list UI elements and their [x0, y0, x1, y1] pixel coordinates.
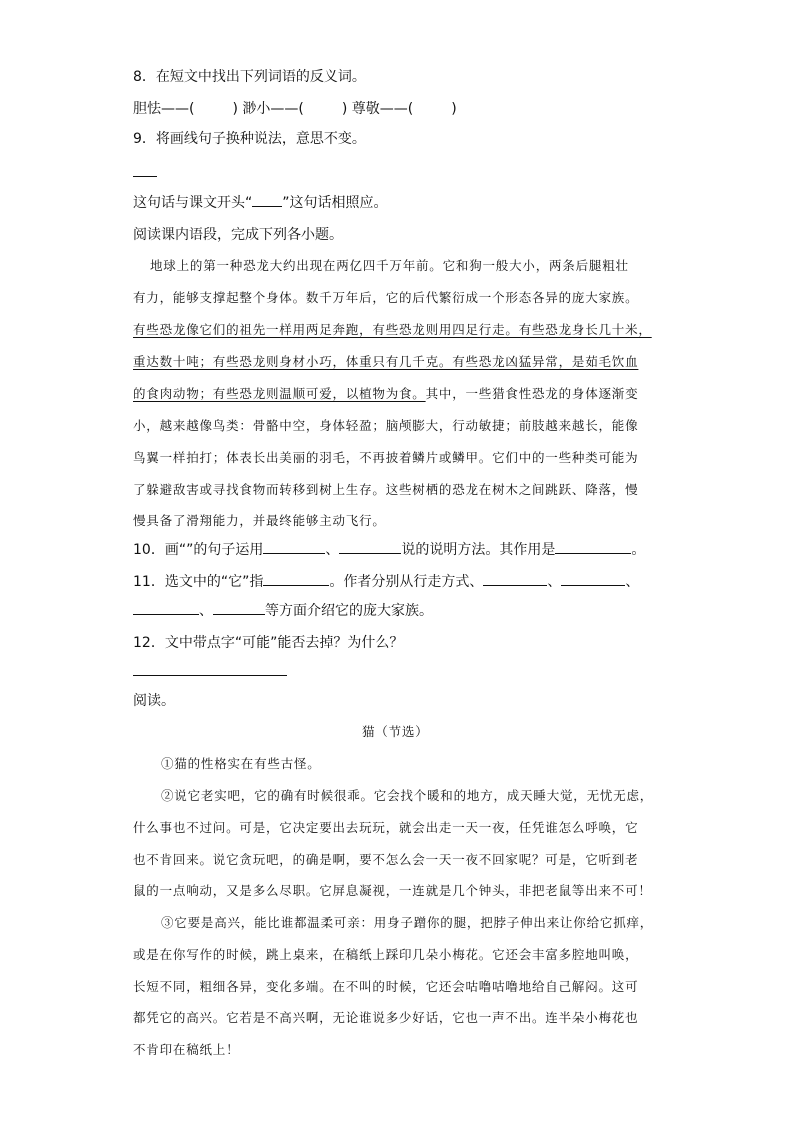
answer-line	[133, 176, 157, 177]
blank	[339, 539, 401, 554]
passage-line: 有力，能够支撑起整个身体。数千万年后，它的后代繁衍成一个形态各异的庞大家族。	[133, 290, 639, 305]
antonym-item-3: 尊敬——(	[351, 101, 414, 117]
passage-line: 的食肉动物；有些恐龙则温顺可爱，以植物为食。其中，一些猎食性恐龙的身体逐渐变	[133, 386, 639, 401]
antonym-item-2: 渺小——(	[242, 101, 304, 117]
question-8-label: 8．在短文中找出下列词语的反义词。	[133, 69, 366, 85]
underlined-sentence: 重达数十吨；有些恐龙则身材小巧，体重只有几千克。有些恐龙凶猛异常，是茹毛饮血	[133, 354, 639, 369]
passage-line: 鸟翼一样拍打；体表长出美丽的羽毛，不再披着鳞片或鳞甲。它们中的一些种类可能为	[133, 450, 639, 465]
question-12-label: 12．文中带点字“可能”能否去掉？为什么？	[133, 635, 404, 651]
question-8-items: 胆怯——( ) 渺小——( ) 尊敬——( )	[133, 101, 457, 117]
reading-instruction: 阅读。	[133, 693, 175, 709]
passage-line: 地球上的第一种恐龙大约出现在两亿四千万年前。它和狗一般大小，两条后腿粗壮	[150, 258, 629, 273]
passage-line: 小，越来越像鸟类：骨骼中空，身体轻盈；脑颅膨大，行动敏捷；前肢越来越长，能像	[133, 418, 639, 433]
paragraph-2: ②说它老实吧，它的确有时候很乖。它会找个暖和的地方，成天睡大觉，无忧无虑，	[161, 788, 654, 803]
question-9-label: 9．将画线句子换种说法，意思不变。	[133, 131, 366, 147]
passage-line: 不肯印在稿纸上！	[133, 1042, 240, 1057]
passage-title: 猫（节选）	[362, 724, 429, 739]
blank	[263, 539, 325, 554]
passage-line: 慢具备了滑翔能力，并最终能够主动飞行。	[133, 513, 386, 528]
blank	[252, 192, 282, 207]
question-11-cont: 、 等方面介绍它的庞大家族。	[133, 600, 433, 620]
passage-line: 什么事也不过问。可是，它决定要出去玩玩，就会出走一天一夜，任凭谁怎么呼唤，它	[133, 820, 639, 835]
blank	[483, 571, 547, 586]
antonym-item-1: 胆怯——(	[133, 101, 195, 117]
reading-instruction: 阅读课内语段，完成下列各小题。	[133, 227, 343, 243]
underlined-sentence: 有些恐龙像它们的祖先一样用两足奔跑，有些恐龙则用四足行走。有些恐龙身长几十米，	[133, 322, 652, 337]
blank	[555, 539, 631, 554]
passage-line: 了躲避敌害或寻找食物而转移到树上生存。这些树栖的恐龙在树木之间跳跃、降落，慢	[133, 482, 639, 497]
question-9-echo: 这句话与课文开头“ ”这句话相照应。	[133, 192, 388, 212]
passage-line: 也不肯回来。说它贪玩吧，的确是啊，要不怎么会一天一夜不回家呢？可是，它听到老	[133, 852, 639, 867]
passage-line: 鼠的一点响动，又是多么尽职。它屏息凝视，一连就是几个钟头，非把老鼠等出来不可！	[133, 883, 652, 898]
underlined-sentence: 的食肉动物；有些恐龙则温顺可爱，以植物为食。	[133, 386, 426, 401]
answer-line	[133, 675, 287, 676]
blank	[133, 600, 199, 615]
passage-line: 长短不同，粗细各异，变化多端。在不叫的时候，它还会咕噜咕噜地给自己解闷。这可	[133, 979, 639, 994]
blank	[561, 571, 625, 586]
question-10: 10．画“”的句子运用 、 说的说明方法。其作用是 。	[133, 539, 645, 559]
question-11: 11．选文中的“它”指 。作者分别从行走方式、 、 、	[133, 571, 639, 591]
blank	[213, 600, 265, 615]
passage-line: 或是在你写作的时候，跳上桌来，在稿纸上踩印几朵小梅花。它还会丰富多腔地叫唤，	[133, 947, 639, 962]
passage-line: 都凭它的高兴。它若是不高兴啊，无论谁说多少好话，它也一声不出。连半朵小梅花也	[133, 1010, 639, 1025]
paragraph-3: ③它要是高兴，能比谁都温柔可亲：用身子蹭你的腿，把脖子伸出来让你给它抓痒，	[161, 915, 654, 930]
blank	[263, 571, 329, 586]
paragraph-1: ①猫的性格实在有些古怪。	[161, 756, 321, 771]
